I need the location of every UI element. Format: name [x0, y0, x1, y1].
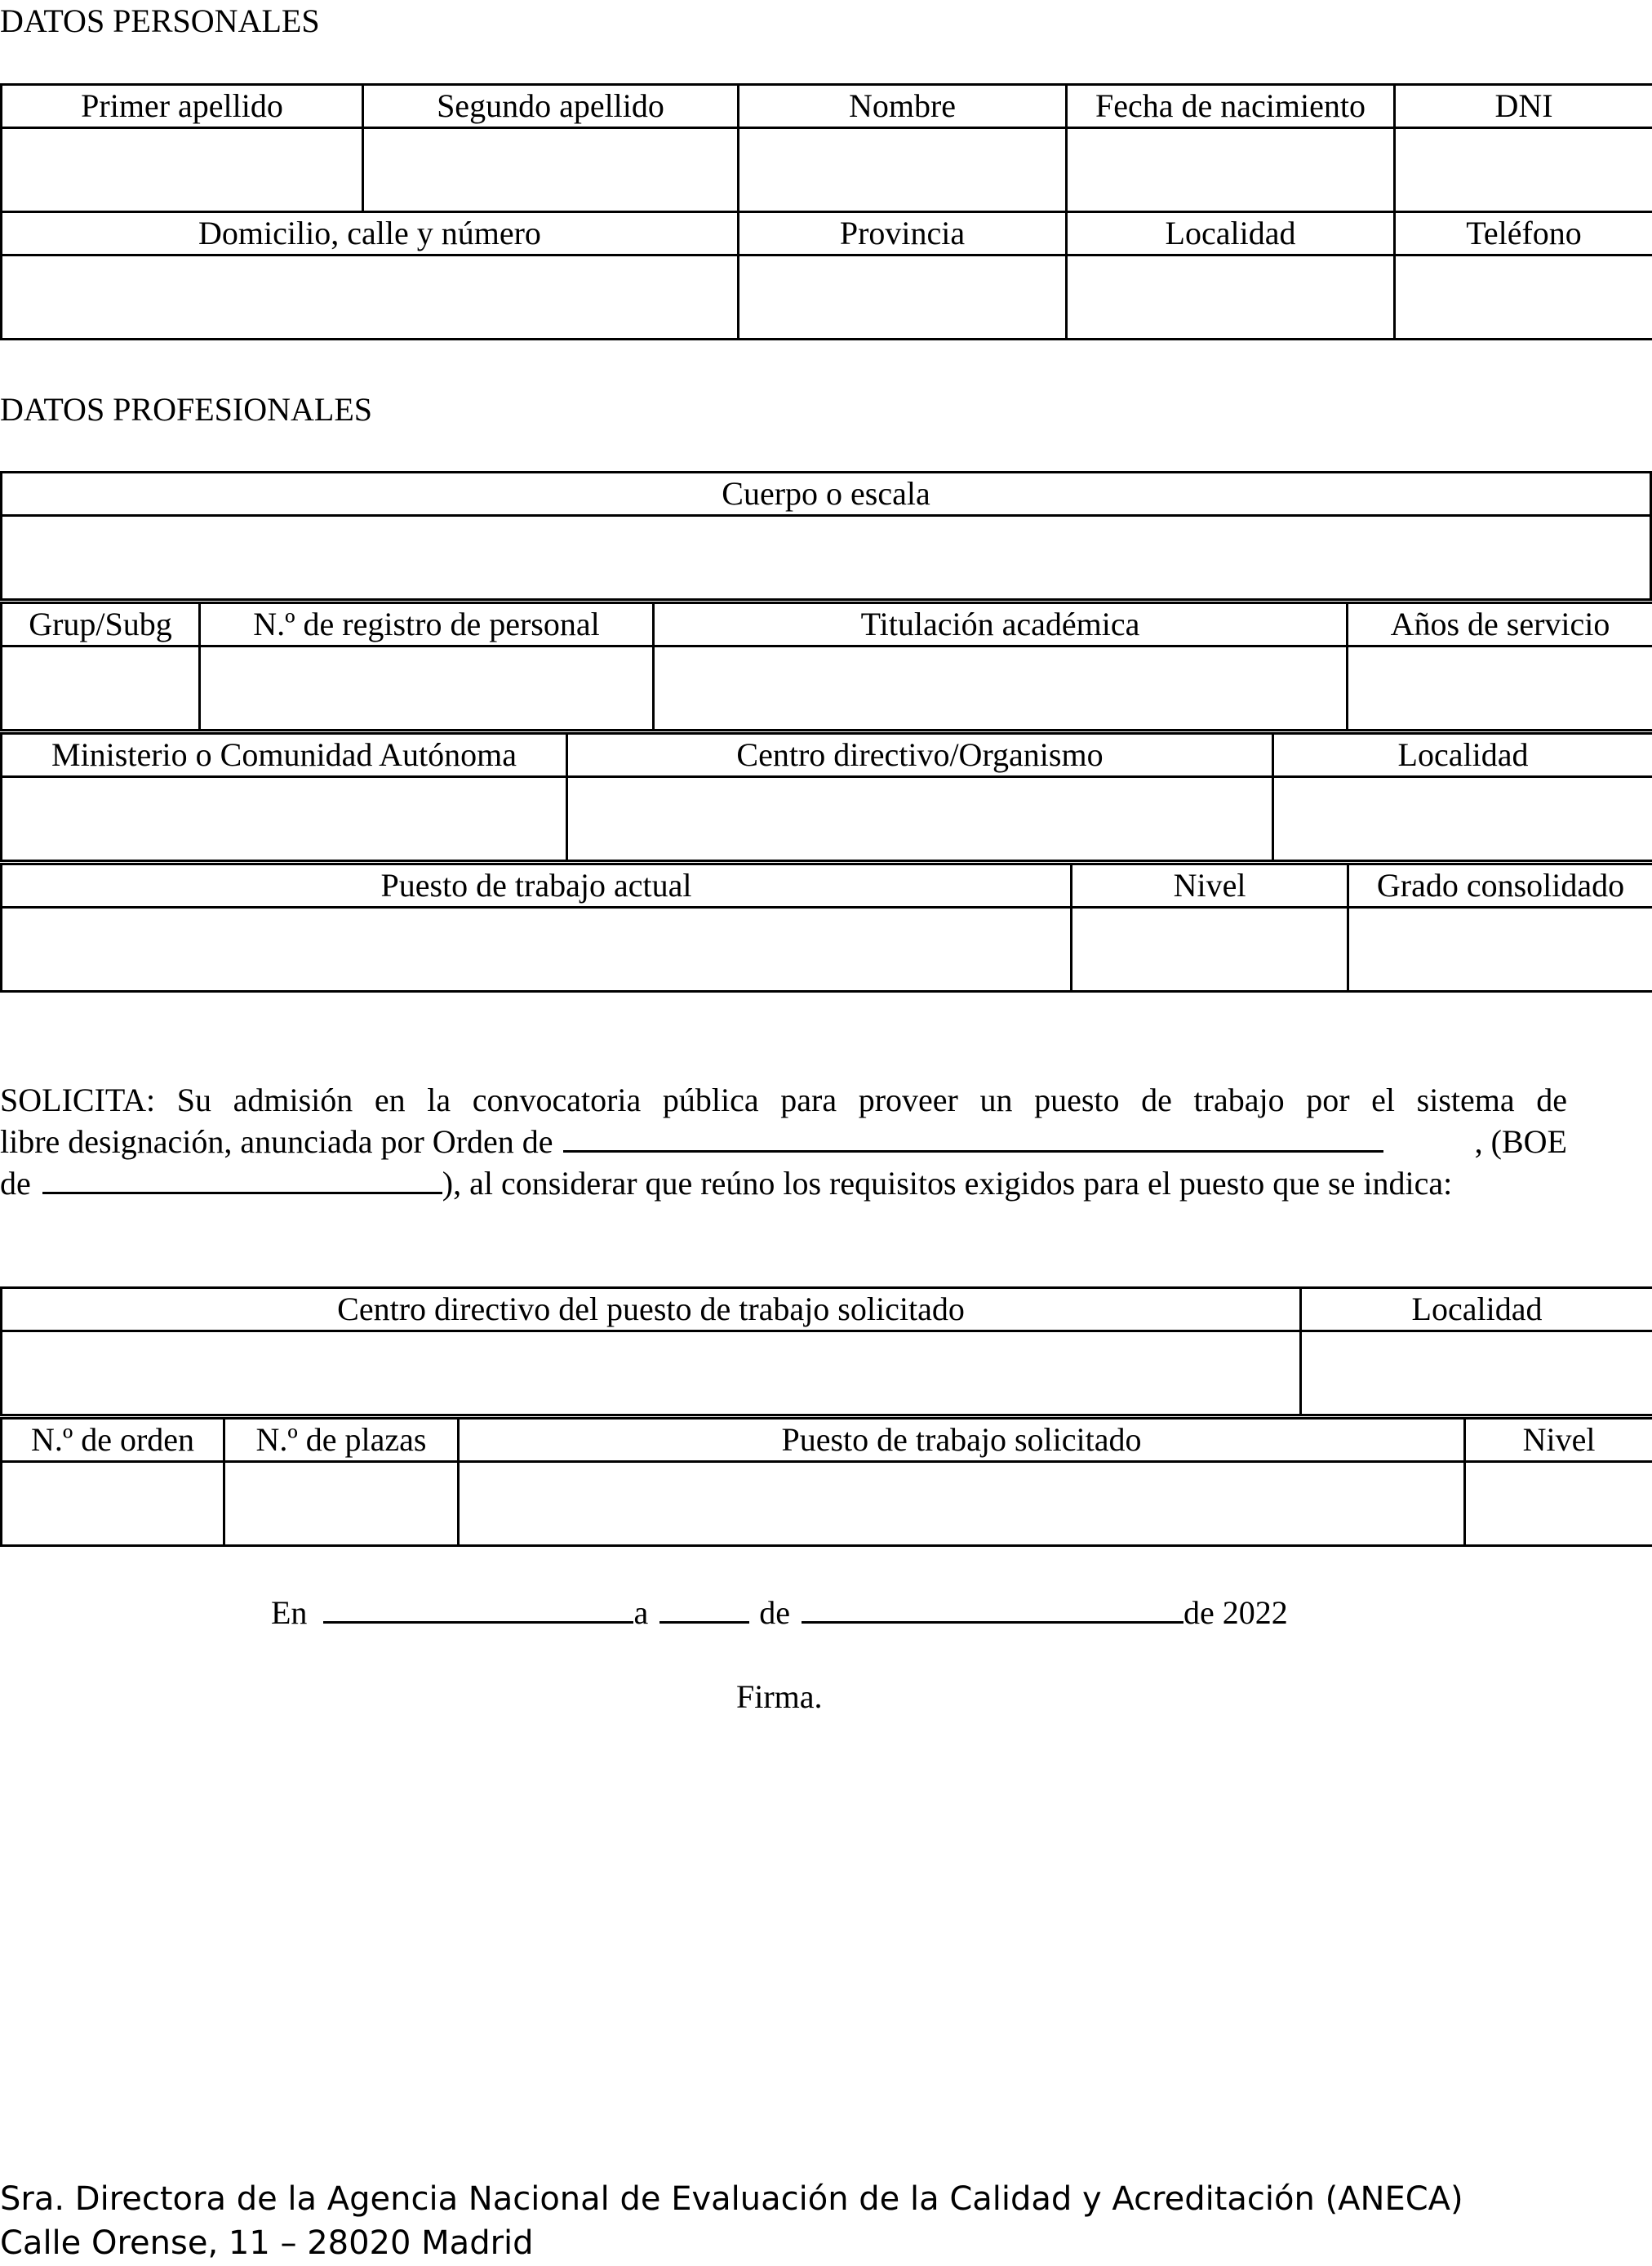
label-ministerio: Ministerio o Comunidad Autónoma [2, 734, 567, 777]
field-primer-apellido[interactable] [2, 128, 363, 212]
label-centro-solicitado: Centro directivo del puesto de trabajo solicitado [2, 1288, 1301, 1331]
label-grup-subg: Grup/Subg [2, 603, 200, 646]
solicita-requisitos-text: ), al considerar que reúno los requisitos exigidos para el puesto que se indica: [442, 1165, 1453, 1202]
field-domicilio[interactable] [2, 255, 739, 340]
field-nivel-actual[interactable] [1072, 908, 1348, 992]
field-puesto-actual[interactable] [2, 908, 1072, 992]
label-localidad-prof: Localidad [1273, 734, 1652, 777]
date-year-label: de 2022 [1183, 1594, 1288, 1631]
label-telefono: Teléfono [1395, 212, 1652, 255]
field-segundo-apellido[interactable] [363, 128, 739, 212]
label-localidad: Localidad [1067, 212, 1395, 255]
section-heading-profesionales: DATOS PROFESIONALES [0, 391, 373, 428]
field-anos-servicio[interactable] [1348, 646, 1652, 731]
field-provincia[interactable] [739, 255, 1067, 340]
label-primer-apellido: Primer apellido [2, 85, 363, 128]
firma-label: Firma. [736, 1678, 823, 1715]
field-localidad-prof[interactable] [1273, 777, 1652, 861]
personal-data-table [0, 83, 1652, 340]
field-puesto-solicitado[interactable] [459, 1462, 1465, 1546]
field-grup-subg[interactable] [2, 646, 200, 731]
field-cuerpo-escala[interactable] [2, 516, 1651, 600]
label-centro-directivo: Centro directivo/Organismo [567, 734, 1273, 777]
footer-address: Calle Orense, 11 – 28020 Madrid [0, 2224, 534, 2262]
registro-table [0, 602, 1652, 731]
field-ministerio[interactable] [2, 777, 567, 861]
field-grado-consolidado[interactable] [1348, 908, 1652, 992]
date-de-label: de [759, 1594, 790, 1631]
date-line [271, 1593, 1288, 1633]
label-localidad-solicitada: Localidad [1301, 1288, 1652, 1331]
solicita-orden-label: libre designación, anunciada por Orden de [0, 1123, 553, 1160]
field-localidad[interactable] [1067, 255, 1395, 340]
field-localidad-solicitada[interactable] [1301, 1331, 1652, 1415]
boe-date-blank[interactable] [42, 1164, 442, 1194]
date-en-label: En [271, 1594, 308, 1631]
label-numero-plazas: N.º de plazas [224, 1419, 459, 1462]
label-registro-personal: N.º de registro de personal [200, 603, 654, 646]
label-grado-consolidado: Grado consolidado [1348, 864, 1652, 908]
puesto-solicitado-table [0, 1417, 1652, 1547]
solicita-paragraph [0, 1079, 1567, 1204]
field-dni[interactable] [1395, 128, 1652, 212]
field-numero-plazas[interactable] [224, 1462, 459, 1546]
field-centro-solicitado[interactable] [2, 1331, 1301, 1415]
puesto-actual-table [0, 863, 1652, 993]
solicita-boe-label: , (BOE [1474, 1123, 1567, 1160]
footer-recipient: Sra. Directora de la Agencia Nacional de Evaluación de la Calidad y Acreditación (ANECA) [0, 2180, 1463, 2218]
field-registro-personal[interactable] [200, 646, 654, 731]
field-telefono[interactable] [1395, 255, 1652, 340]
label-cuerpo-escala: Cuerpo o escala [2, 473, 1651, 516]
label-nivel-solicitado: Nivel [1465, 1419, 1652, 1462]
month-blank[interactable] [802, 1593, 1183, 1624]
label-nivel-actual: Nivel [1072, 864, 1348, 908]
label-numero-orden: N.º de orden [2, 1419, 224, 1462]
solicita-line-3 [0, 1162, 1567, 1204]
field-centro-directivo[interactable] [567, 777, 1273, 861]
place-blank[interactable] [323, 1593, 633, 1624]
day-blank[interactable] [659, 1593, 749, 1624]
solicita-line-1: SOLICITA: Su admisión en la convocatoria pública para proveer un puesto de trabajo por el sistema de [0, 1082, 1567, 1118]
organismo-table [0, 732, 1652, 862]
field-nivel-solicitado[interactable] [1465, 1462, 1652, 1546]
cuerpo-table [0, 471, 1652, 601]
label-segundo-apellido: Segundo apellido [363, 85, 739, 128]
label-nombre: Nombre [739, 85, 1067, 128]
label-provincia: Provincia [739, 212, 1067, 255]
label-titulacion: Titulación académica [654, 603, 1348, 646]
field-numero-orden[interactable] [2, 1462, 224, 1546]
label-puesto-solicitado: Puesto de trabajo solicitado [459, 1419, 1465, 1462]
label-puesto-actual: Puesto de trabajo actual [2, 864, 1072, 908]
solicita-line-2 [0, 1121, 1567, 1162]
orden-blank[interactable] [563, 1122, 1383, 1153]
field-fecha-nacimiento[interactable] [1067, 128, 1395, 212]
label-fecha-nacimiento: Fecha de nacimiento [1067, 85, 1395, 128]
solicita-de-label: de [0, 1165, 31, 1202]
field-nombre[interactable] [739, 128, 1067, 212]
label-dni: DNI [1395, 85, 1652, 128]
date-a-label: a [633, 1594, 649, 1631]
centro-solicitado-table [0, 1286, 1652, 1416]
field-titulacion[interactable] [654, 646, 1348, 731]
label-anos-servicio: Años de servicio [1348, 603, 1652, 646]
label-domicilio: Domicilio, calle y número [2, 212, 739, 255]
section-heading-personales: DATOS PERSONALES [0, 2, 320, 39]
